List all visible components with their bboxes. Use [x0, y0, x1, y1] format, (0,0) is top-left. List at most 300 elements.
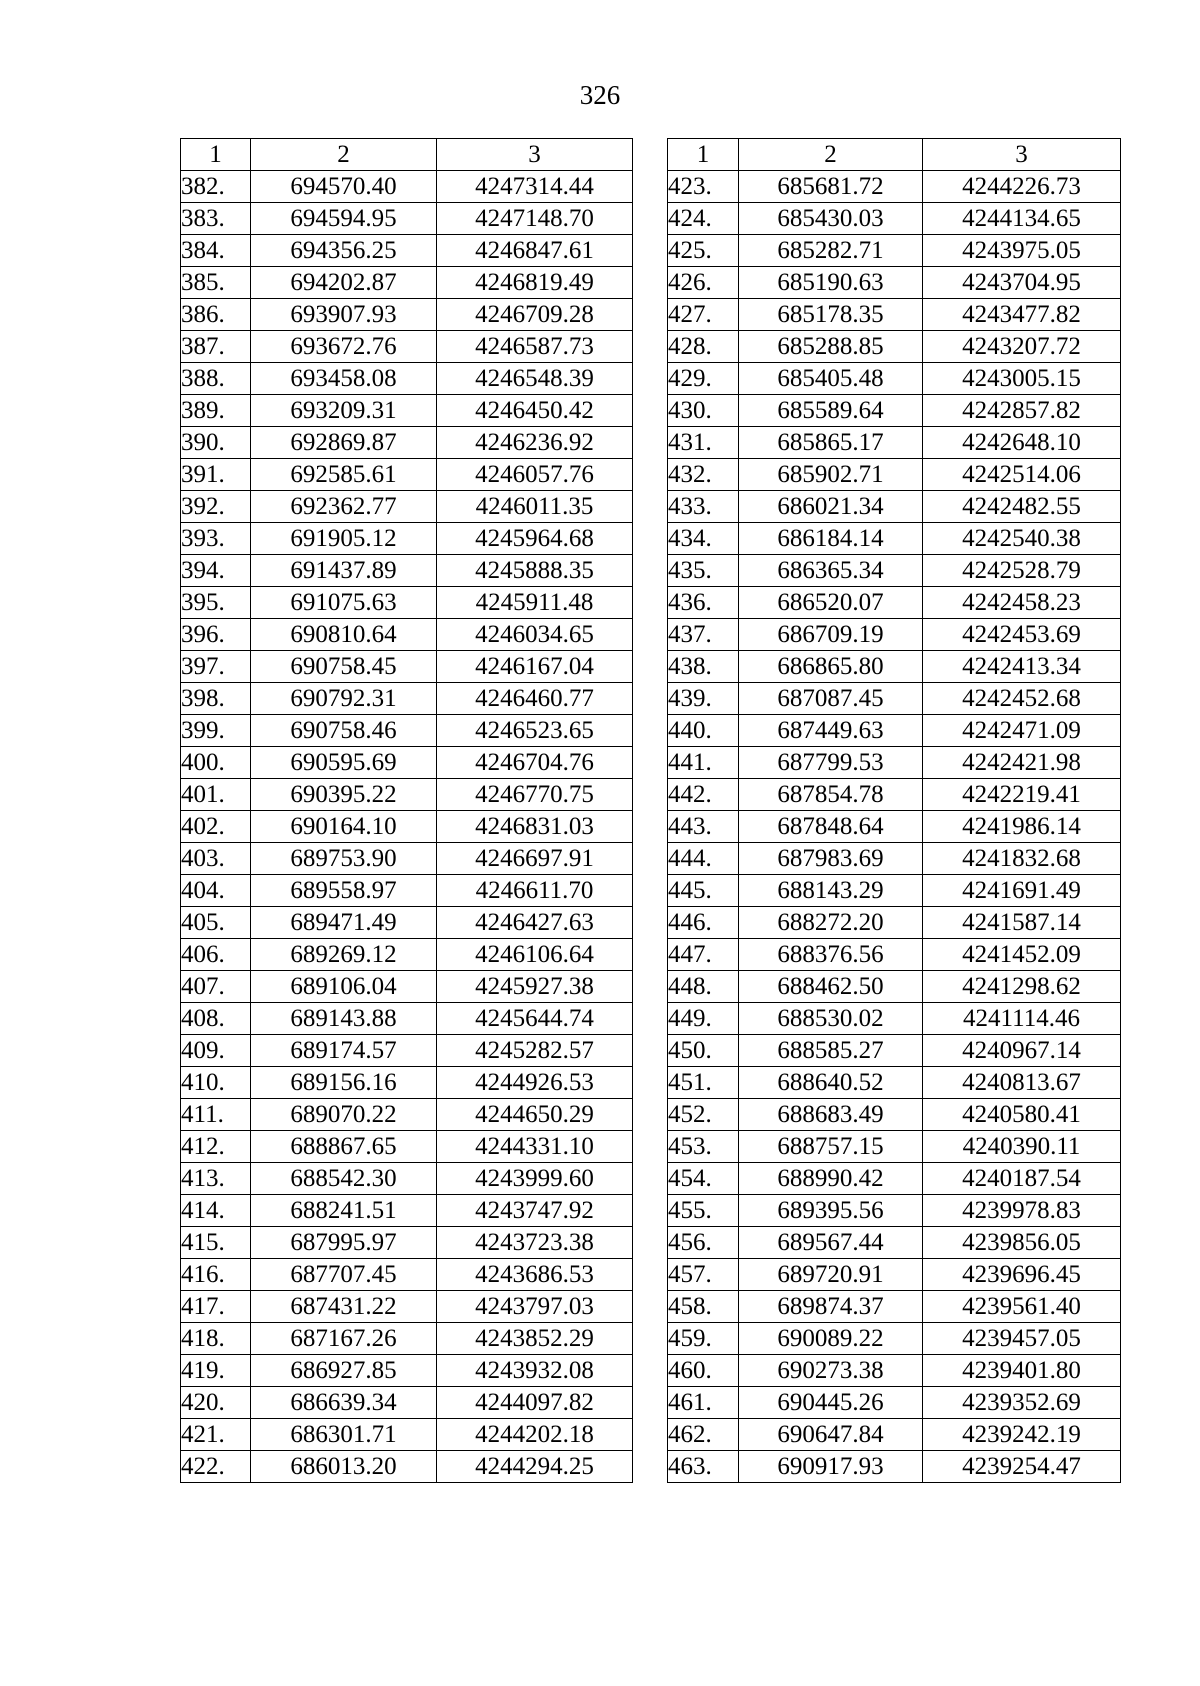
x-coordinate-cell: 691905.12: [251, 523, 437, 555]
y-coordinate-cell: 4242471.09: [923, 715, 1121, 747]
x-coordinate-cell: 694356.25: [251, 235, 437, 267]
y-coordinate-cell: 4241114.46: [923, 1003, 1121, 1035]
table-row: [181, 1227, 633, 1259]
point-number-cell: 402.: [181, 811, 251, 843]
point-number-cell: 443.: [668, 811, 739, 843]
point-number-cell: 421.: [181, 1419, 251, 1451]
point-number-cell: 420.: [181, 1387, 251, 1419]
table-row: [668, 587, 1121, 619]
y-coordinate-cell: 4246057.76: [437, 459, 633, 491]
x-coordinate-cell: 688143.29: [739, 875, 923, 907]
x-coordinate-cell: 693458.08: [251, 363, 437, 395]
table-row: [181, 971, 633, 1003]
coordinates-table-right: [667, 138, 1121, 1483]
y-coordinate-cell: 4245911.48: [437, 587, 633, 619]
page-number: 326: [579, 80, 621, 110]
point-number-cell: 416.: [181, 1259, 251, 1291]
x-coordinate-cell: 689269.12: [251, 939, 437, 971]
x-coordinate-cell: 689471.49: [251, 907, 437, 939]
table-row: [668, 1003, 1121, 1035]
point-number-cell: 392.: [181, 491, 251, 523]
table-row: [181, 459, 633, 491]
x-coordinate-cell: 687087.45: [739, 683, 923, 715]
y-coordinate-cell: 4243477.82: [923, 299, 1121, 331]
y-coordinate-cell: 4239561.40: [923, 1291, 1121, 1323]
point-number-cell: 411.: [181, 1099, 251, 1131]
point-number-cell: 404.: [181, 875, 251, 907]
point-number-cell: 437.: [668, 619, 739, 651]
x-coordinate-cell: 685190.63: [739, 267, 923, 299]
y-coordinate-cell: 4243704.95: [923, 267, 1121, 299]
x-coordinate-cell: 689753.90: [251, 843, 437, 875]
table-row: [668, 363, 1121, 395]
y-coordinate-cell: 4239696.45: [923, 1259, 1121, 1291]
point-number-cell: 463.: [668, 1451, 739, 1483]
y-coordinate-cell: 4242857.82: [923, 395, 1121, 427]
y-coordinate-cell: 4239242.19: [923, 1419, 1121, 1451]
x-coordinate-cell: 688530.02: [739, 1003, 923, 1035]
point-number-cell: 393.: [181, 523, 251, 555]
table-row: [668, 1419, 1121, 1451]
table-row: [668, 267, 1121, 299]
table-row: [181, 1323, 633, 1355]
point-number-cell: 436.: [668, 587, 739, 619]
x-coordinate-cell: 689174.57: [251, 1035, 437, 1067]
table-row: [668, 491, 1121, 523]
y-coordinate-cell: 4246819.49: [437, 267, 633, 299]
y-coordinate-cell: 4244926.53: [437, 1067, 633, 1099]
x-coordinate-cell: 685865.17: [739, 427, 923, 459]
table-row: [668, 1131, 1121, 1163]
x-coordinate-cell: 692585.61: [251, 459, 437, 491]
x-coordinate-cell: 686639.34: [251, 1387, 437, 1419]
table-row: [181, 747, 633, 779]
table-row: [181, 235, 633, 267]
y-coordinate-cell: 4239352.69: [923, 1387, 1121, 1419]
y-coordinate-cell: 4244294.25: [437, 1451, 633, 1483]
y-coordinate-cell: 4246034.65: [437, 619, 633, 651]
column-header-x: 2: [251, 139, 437, 171]
point-number-cell: 418.: [181, 1323, 251, 1355]
point-number-cell: 427.: [668, 299, 739, 331]
table-row: [181, 267, 633, 299]
point-number-cell: 387.: [181, 331, 251, 363]
x-coordinate-cell: 690595.69: [251, 747, 437, 779]
y-coordinate-cell: 4240390.11: [923, 1131, 1121, 1163]
table-row: [668, 523, 1121, 555]
y-coordinate-cell: 4241452.09: [923, 939, 1121, 971]
y-coordinate-cell: 4242648.10: [923, 427, 1121, 459]
y-coordinate-cell: 4243975.05: [923, 235, 1121, 267]
table-row: [668, 1387, 1121, 1419]
y-coordinate-cell: 4246709.28: [437, 299, 633, 331]
y-coordinate-cell: 4242219.41: [923, 779, 1121, 811]
y-coordinate-cell: 4242528.79: [923, 555, 1121, 587]
x-coordinate-cell: 690647.84: [739, 1419, 923, 1451]
y-coordinate-cell: 4246523.65: [437, 715, 633, 747]
y-coordinate-cell: 4243932.08: [437, 1355, 633, 1387]
y-coordinate-cell: 4241691.49: [923, 875, 1121, 907]
x-coordinate-cell: 694570.40: [251, 171, 437, 203]
column-header-index: 1: [181, 139, 251, 171]
x-coordinate-cell: 687707.45: [251, 1259, 437, 1291]
y-coordinate-cell: 4242458.23: [923, 587, 1121, 619]
point-number-cell: 441.: [668, 747, 739, 779]
point-number-cell: 456.: [668, 1227, 739, 1259]
point-number-cell: 386.: [181, 299, 251, 331]
table-row: [181, 907, 633, 939]
table-row: [668, 1323, 1121, 1355]
point-number-cell: 424.: [668, 203, 739, 235]
table-row: [181, 491, 633, 523]
x-coordinate-cell: 690792.31: [251, 683, 437, 715]
table-row: [181, 1067, 633, 1099]
point-number-cell: 452.: [668, 1099, 739, 1131]
table-row: [181, 523, 633, 555]
x-coordinate-cell: 687799.53: [739, 747, 923, 779]
x-coordinate-cell: 686184.14: [739, 523, 923, 555]
point-number-cell: 397.: [181, 651, 251, 683]
y-coordinate-cell: 4246704.76: [437, 747, 633, 779]
table-row: [668, 1355, 1121, 1387]
table-row: [181, 619, 633, 651]
x-coordinate-cell: 688683.49: [739, 1099, 923, 1131]
y-coordinate-cell: 4243723.38: [437, 1227, 633, 1259]
y-coordinate-cell: 4240967.14: [923, 1035, 1121, 1067]
point-number-cell: 415.: [181, 1227, 251, 1259]
x-coordinate-cell: 693672.76: [251, 331, 437, 363]
x-coordinate-cell: 688640.52: [739, 1067, 923, 1099]
table-row: [668, 171, 1121, 203]
y-coordinate-cell: 4247314.44: [437, 171, 633, 203]
y-coordinate-cell: 4243005.15: [923, 363, 1121, 395]
y-coordinate-cell: 4246427.63: [437, 907, 633, 939]
y-coordinate-cell: 4240580.41: [923, 1099, 1121, 1131]
y-coordinate-cell: 4243852.29: [437, 1323, 633, 1355]
y-coordinate-cell: 4241587.14: [923, 907, 1121, 939]
x-coordinate-cell: 687431.22: [251, 1291, 437, 1323]
point-number-cell: 399.: [181, 715, 251, 747]
x-coordinate-cell: 691437.89: [251, 555, 437, 587]
x-coordinate-cell: 692362.77: [251, 491, 437, 523]
point-number-cell: 385.: [181, 267, 251, 299]
table-row: [181, 395, 633, 427]
x-coordinate-cell: 688376.56: [739, 939, 923, 971]
x-coordinate-cell: 689106.04: [251, 971, 437, 1003]
y-coordinate-cell: 4244650.29: [437, 1099, 633, 1131]
y-coordinate-cell: 4245282.57: [437, 1035, 633, 1067]
x-coordinate-cell: 690758.45: [251, 651, 437, 683]
x-coordinate-cell: 686301.71: [251, 1419, 437, 1451]
point-number-cell: 412.: [181, 1131, 251, 1163]
point-number-cell: 408.: [181, 1003, 251, 1035]
table-row: [181, 1099, 633, 1131]
point-number-cell: 444.: [668, 843, 739, 875]
point-number-cell: 457.: [668, 1259, 739, 1291]
y-coordinate-cell: 4243686.53: [437, 1259, 633, 1291]
y-coordinate-cell: 4240813.67: [923, 1067, 1121, 1099]
y-coordinate-cell: 4242514.06: [923, 459, 1121, 491]
y-coordinate-cell: 4246611.70: [437, 875, 633, 907]
table-row: [668, 779, 1121, 811]
y-coordinate-cell: 4242453.69: [923, 619, 1121, 651]
y-coordinate-cell: 4245927.38: [437, 971, 633, 1003]
point-number-cell: 414.: [181, 1195, 251, 1227]
x-coordinate-cell: 685902.71: [739, 459, 923, 491]
y-coordinate-cell: 4241298.62: [923, 971, 1121, 1003]
x-coordinate-cell: 690164.10: [251, 811, 437, 843]
y-coordinate-cell: 4239254.47: [923, 1451, 1121, 1483]
y-coordinate-cell: 4245644.74: [437, 1003, 633, 1035]
column-header-y: 3: [437, 139, 633, 171]
x-coordinate-cell: 687848.64: [739, 811, 923, 843]
point-number-cell: 422.: [181, 1451, 251, 1483]
table-row: [668, 299, 1121, 331]
point-number-cell: 431.: [668, 427, 739, 459]
table-row: [668, 939, 1121, 971]
x-coordinate-cell: 685430.03: [739, 203, 923, 235]
point-number-cell: 428.: [668, 331, 739, 363]
point-number-cell: 423.: [668, 171, 739, 203]
y-coordinate-cell: 4240187.54: [923, 1163, 1121, 1195]
x-coordinate-cell: 687449.63: [739, 715, 923, 747]
point-number-cell: 459.: [668, 1323, 739, 1355]
point-number-cell: 413.: [181, 1163, 251, 1195]
x-coordinate-cell: 685288.85: [739, 331, 923, 363]
x-coordinate-cell: 688241.51: [251, 1195, 437, 1227]
y-coordinate-cell: 4244331.10: [437, 1131, 633, 1163]
point-number-cell: 409.: [181, 1035, 251, 1067]
y-coordinate-cell: 4247148.70: [437, 203, 633, 235]
table-row: [181, 1355, 633, 1387]
table-row: [181, 683, 633, 715]
coordinates-table-left: [180, 138, 633, 1483]
x-coordinate-cell: 689395.56: [739, 1195, 923, 1227]
point-number-cell: 435.: [668, 555, 739, 587]
x-coordinate-cell: 687854.78: [739, 779, 923, 811]
point-number-cell: 390.: [181, 427, 251, 459]
point-number-cell: 438.: [668, 651, 739, 683]
table-row: [668, 811, 1121, 843]
y-coordinate-cell: 4241986.14: [923, 811, 1121, 843]
table-row: [668, 971, 1121, 1003]
point-number-cell: 439.: [668, 683, 739, 715]
x-coordinate-cell: 689143.88: [251, 1003, 437, 1035]
x-coordinate-cell: 692869.87: [251, 427, 437, 459]
table-row: [668, 907, 1121, 939]
table-row: [181, 1195, 633, 1227]
point-number-cell: 406.: [181, 939, 251, 971]
y-coordinate-cell: 4242421.98: [923, 747, 1121, 779]
table-row: [668, 1195, 1121, 1227]
point-number-cell: 432.: [668, 459, 739, 491]
point-number-cell: 440.: [668, 715, 739, 747]
point-number-cell: 388.: [181, 363, 251, 395]
table-row: [668, 683, 1121, 715]
y-coordinate-cell: 4243747.92: [437, 1195, 633, 1227]
table-row: [181, 715, 633, 747]
point-number-cell: 462.: [668, 1419, 739, 1451]
y-coordinate-cell: 4241832.68: [923, 843, 1121, 875]
table-row: [668, 715, 1121, 747]
x-coordinate-cell: 686520.07: [739, 587, 923, 619]
point-number-cell: 425.: [668, 235, 739, 267]
x-coordinate-cell: 685589.64: [739, 395, 923, 427]
y-coordinate-cell: 4243207.72: [923, 331, 1121, 363]
x-coordinate-cell: 688867.65: [251, 1131, 437, 1163]
table-row: [181, 299, 633, 331]
x-coordinate-cell: 687167.26: [251, 1323, 437, 1355]
x-coordinate-cell: 686021.34: [739, 491, 923, 523]
x-coordinate-cell: 689720.91: [739, 1259, 923, 1291]
column-header-y: 3: [923, 139, 1121, 171]
point-number-cell: 448.: [668, 971, 739, 1003]
x-coordinate-cell: 688585.27: [739, 1035, 923, 1067]
point-number-cell: 458.: [668, 1291, 739, 1323]
table-row: [668, 1163, 1121, 1195]
point-number-cell: 433.: [668, 491, 739, 523]
table-header-row: [668, 139, 1121, 171]
y-coordinate-cell: 4245964.68: [437, 523, 633, 555]
point-number-cell: 398.: [181, 683, 251, 715]
x-coordinate-cell: 690445.26: [739, 1387, 923, 1419]
x-coordinate-cell: 686865.80: [739, 651, 923, 683]
x-coordinate-cell: 688462.50: [739, 971, 923, 1003]
point-number-cell: 389.: [181, 395, 251, 427]
y-coordinate-cell: 4242540.38: [923, 523, 1121, 555]
y-coordinate-cell: 4244226.73: [923, 171, 1121, 203]
table-row: [181, 1291, 633, 1323]
table-row: [181, 171, 633, 203]
point-number-cell: 447.: [668, 939, 739, 971]
point-number-cell: 450.: [668, 1035, 739, 1067]
column-header-x: 2: [739, 139, 923, 171]
point-number-cell: 391.: [181, 459, 251, 491]
y-coordinate-cell: 4246011.35: [437, 491, 633, 523]
table-row: [181, 1131, 633, 1163]
x-coordinate-cell: 688757.15: [739, 1131, 923, 1163]
table-row: [181, 427, 633, 459]
point-number-cell: 400.: [181, 747, 251, 779]
y-coordinate-cell: 4246450.42: [437, 395, 633, 427]
table-row: [668, 203, 1121, 235]
y-coordinate-cell: 4244202.18: [437, 1419, 633, 1451]
point-number-cell: 405.: [181, 907, 251, 939]
table-row: [181, 939, 633, 971]
y-coordinate-cell: 4245888.35: [437, 555, 633, 587]
table-row: [668, 555, 1121, 587]
point-number-cell: 417.: [181, 1291, 251, 1323]
table-row: [668, 235, 1121, 267]
x-coordinate-cell: 686013.20: [251, 1451, 437, 1483]
table-row: [181, 1163, 633, 1195]
point-number-cell: 446.: [668, 907, 739, 939]
x-coordinate-cell: 688990.42: [739, 1163, 923, 1195]
table-row: [181, 779, 633, 811]
point-number-cell: 461.: [668, 1387, 739, 1419]
point-number-cell: 401.: [181, 779, 251, 811]
y-coordinate-cell: 4246697.91: [437, 843, 633, 875]
x-coordinate-cell: 690810.64: [251, 619, 437, 651]
point-number-cell: 453.: [668, 1131, 739, 1163]
table-row: [181, 555, 633, 587]
point-number-cell: 429.: [668, 363, 739, 395]
y-coordinate-cell: 4246831.03: [437, 811, 633, 843]
x-coordinate-cell: 690273.38: [739, 1355, 923, 1387]
x-coordinate-cell: 685178.35: [739, 299, 923, 331]
table-row: [668, 1291, 1121, 1323]
table-row: [181, 1003, 633, 1035]
table-row: [181, 843, 633, 875]
x-coordinate-cell: 687995.97: [251, 1227, 437, 1259]
point-number-cell: 394.: [181, 555, 251, 587]
table-row: [181, 363, 633, 395]
point-number-cell: 407.: [181, 971, 251, 1003]
x-coordinate-cell: 689558.97: [251, 875, 437, 907]
table-row: [668, 1259, 1121, 1291]
x-coordinate-cell: 689156.16: [251, 1067, 437, 1099]
table-row: [668, 1035, 1121, 1067]
point-number-cell: 403.: [181, 843, 251, 875]
x-coordinate-cell: 694202.87: [251, 267, 437, 299]
y-coordinate-cell: 4246587.73: [437, 331, 633, 363]
y-coordinate-cell: 4239978.83: [923, 1195, 1121, 1227]
y-coordinate-cell: 4246548.39: [437, 363, 633, 395]
point-number-cell: 442.: [668, 779, 739, 811]
point-number-cell: 384.: [181, 235, 251, 267]
y-coordinate-cell: 4246236.92: [437, 427, 633, 459]
table-row: [668, 1227, 1121, 1259]
table-row: [668, 427, 1121, 459]
y-coordinate-cell: 4244097.82: [437, 1387, 633, 1419]
y-coordinate-cell: 4243999.60: [437, 1163, 633, 1195]
y-coordinate-cell: 4239457.05: [923, 1323, 1121, 1355]
table-row: [668, 1099, 1121, 1131]
table-row: [668, 843, 1121, 875]
x-coordinate-cell: 685405.48: [739, 363, 923, 395]
x-coordinate-cell: 690917.93: [739, 1451, 923, 1483]
table-row: [668, 747, 1121, 779]
point-number-cell: 382.: [181, 171, 251, 203]
table-row: [668, 619, 1121, 651]
y-coordinate-cell: 4246460.77: [437, 683, 633, 715]
table-row: [181, 875, 633, 907]
x-coordinate-cell: 694594.95: [251, 203, 437, 235]
x-coordinate-cell: 690758.46: [251, 715, 437, 747]
x-coordinate-cell: 685282.71: [739, 235, 923, 267]
x-coordinate-cell: 689874.37: [739, 1291, 923, 1323]
table-row: [668, 875, 1121, 907]
point-number-cell: 460.: [668, 1355, 739, 1387]
x-coordinate-cell: 686927.85: [251, 1355, 437, 1387]
point-number-cell: 445.: [668, 875, 739, 907]
table-row: [668, 459, 1121, 491]
table-row: [181, 203, 633, 235]
x-coordinate-cell: 689567.44: [739, 1227, 923, 1259]
x-coordinate-cell: 693209.31: [251, 395, 437, 427]
y-coordinate-cell: 4246106.64: [437, 939, 633, 971]
x-coordinate-cell: 690089.22: [739, 1323, 923, 1355]
point-number-cell: 396.: [181, 619, 251, 651]
point-number-cell: 410.: [181, 1067, 251, 1099]
table-row: [181, 1035, 633, 1067]
table-row: [181, 1451, 633, 1483]
table-row: [668, 395, 1121, 427]
y-coordinate-cell: 4239401.80: [923, 1355, 1121, 1387]
x-coordinate-cell: 688272.20: [739, 907, 923, 939]
point-number-cell: 426.: [668, 267, 739, 299]
table-row: [668, 651, 1121, 683]
